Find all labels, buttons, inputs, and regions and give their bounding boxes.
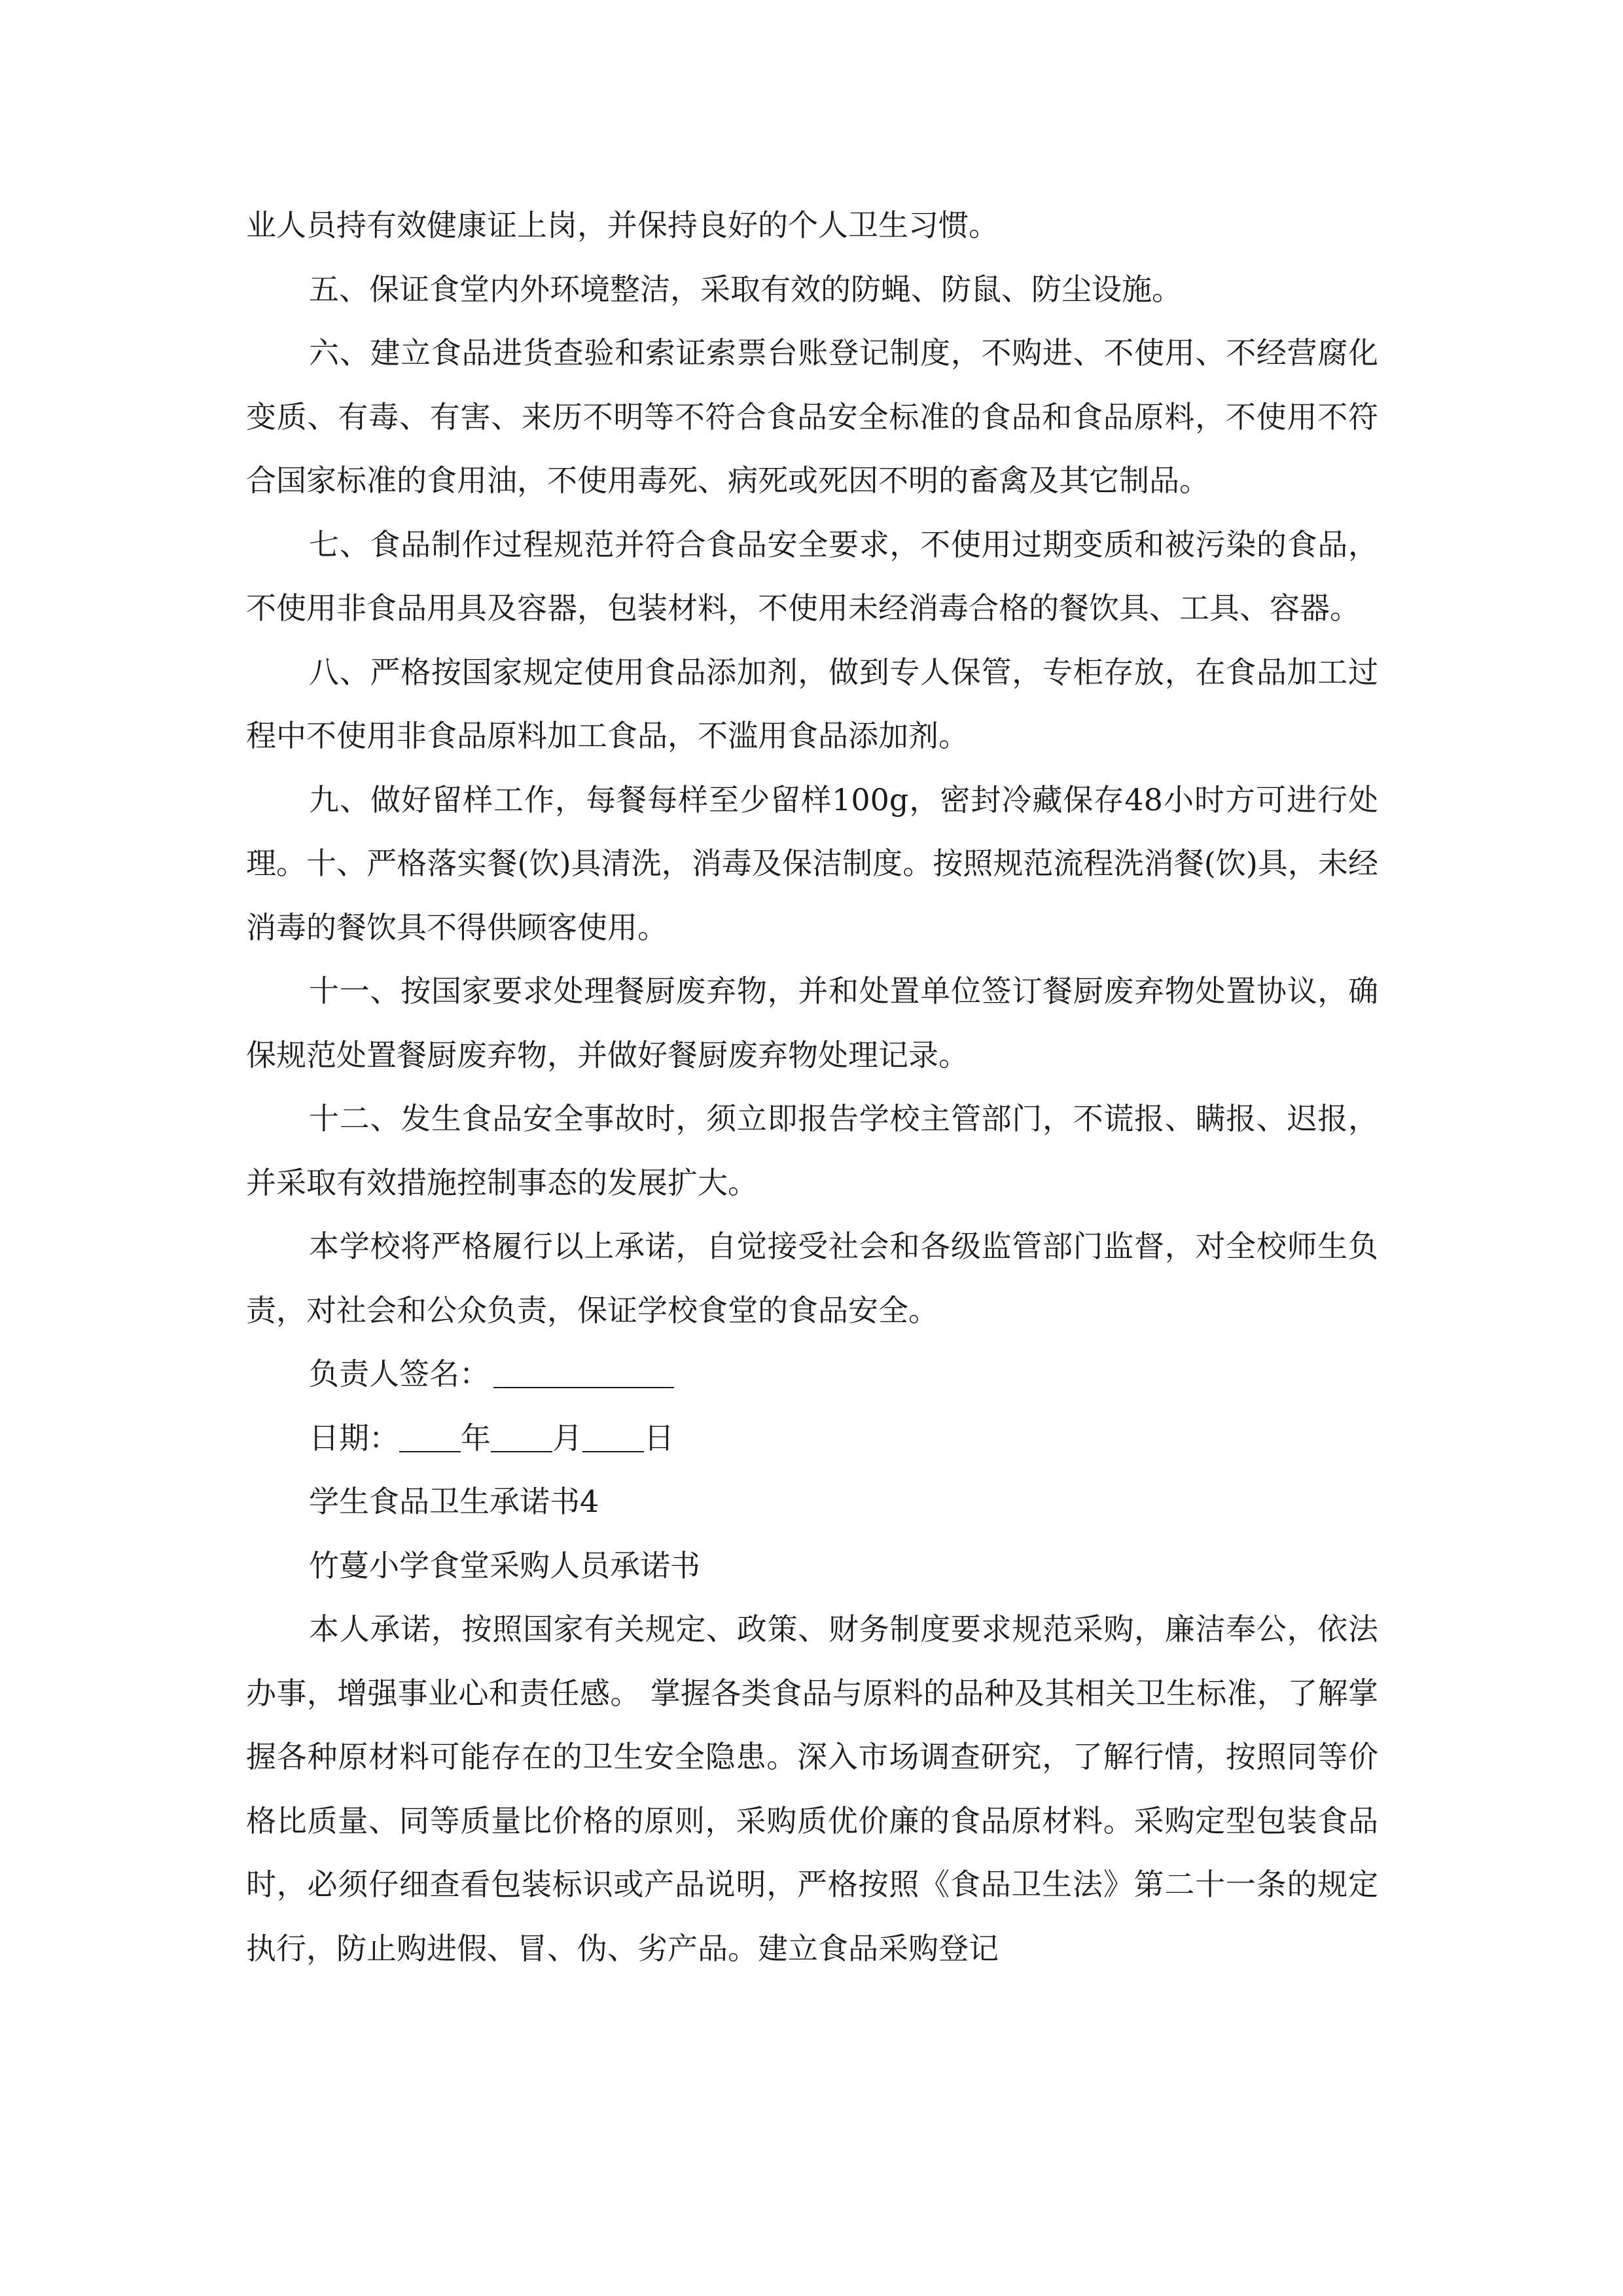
date-year-label: 年: [461, 1420, 491, 1456]
paragraph-item-12: 十二、发生食品安全事故时，须立即报告学校主管部门，不谎报、瞒报、迟报，并采取有效措施控制事态的发展扩大。: [246, 1101, 1378, 1200]
date-year-blank: [399, 1416, 461, 1452]
date-month-label: 月: [552, 1420, 582, 1456]
paragraph-commitment-statement: 本学校将严格履行以上承诺，自觉接受社会和各级监管部门监督，对全校师生负责，对社会和公众负责，保证学校食堂的食品安全。: [246, 1229, 1378, 1328]
signature-label: 负责人签名：: [309, 1356, 490, 1391]
date-day-label: 日: [644, 1420, 674, 1456]
paragraph-item-9-10: 九、做好留样工作，每餐每样至少留样100g，密封冷藏保存48小时方可进行处理。十、严格落实餐(饮)具清洗，消毒及保洁制度。按照规范流程洗消餐(饮)具，未经消毒的餐饮具不得供顾客使用。: [246, 781, 1378, 945]
paragraph-item-5: 五、保证食堂内外环境整洁，采取有效的防蝇、防鼠、防尘设施。: [309, 271, 1182, 307]
date-label: 日期：: [309, 1420, 399, 1456]
paragraph-item-8: 八、严格按国家规定使用食品添加剂，做到专人保管，专柜存放，在食品加工过程中不使用非食品原料加工食品，不滥用食品添加剂。: [246, 654, 1378, 753]
section-subtitle: 竹蔓小学食堂采购人员承诺书: [309, 1547, 700, 1583]
date-month-blank: [491, 1416, 552, 1452]
paragraph-item-7: 七、食品制作过程规范并符合食品安全要求，不使用过期变质和被污染的食品，不使用非食品用具及容器，包装材料，不使用未经消毒合格的餐饮具、工具、容器。: [246, 526, 1378, 626]
paragraph-purchaser-commitment: 本人承诺，按照国家有关规定、政策、财务制度要求规范采购，廉洁奉公，依法办事，增强事业心和责任感。 掌握各类食品与原料的品种及其相关卫生标准，了解掌握各种原材料可能存在的卫生安全隐患。深入市场调查研究，了解行情，按照同等价格比质量、同等质量比价格的原则，采购质优价廉的食品原材料。采购定型包装食品时，必须仔细查看包装标识或产品说明，严格按照《食品卫生法》第二十一条的规定执行，防止购进假、冒、伪、劣产品。建立食品采购登记: [246, 1611, 1378, 1966]
paragraph-item-6: 六、建立食品进货查验和索证索票台账登记制度，不购进、不使用、不经营腐化变质、有毒、有害、来历不明等不符合食品安全标准的食品和食品原料，不使用不符合国家标准的食用油，不使用毒死、病死或死因不明的畜禽及其它制品。: [246, 335, 1378, 498]
paragraph-item-11: 十一、按国家要求处理餐厨废弃物，并和处置单位签订餐厨废弃物处置协议，确保规范处置餐厨废弃物，并做好餐厨废弃物处理记录。: [246, 973, 1378, 1073]
signature-blank: [493, 1352, 674, 1388]
date-day-blank: [582, 1416, 644, 1452]
signature-line: [246, 1342, 1378, 1407]
section-title: 学生食品卫生承诺书4: [309, 1484, 599, 1519]
document-body: [246, 194, 1378, 1981]
paragraph-continued: 业人员持有效健康证上岗，并保持良好的个人卫生习惯。: [246, 207, 999, 243]
date-line: [246, 1407, 1378, 1471]
